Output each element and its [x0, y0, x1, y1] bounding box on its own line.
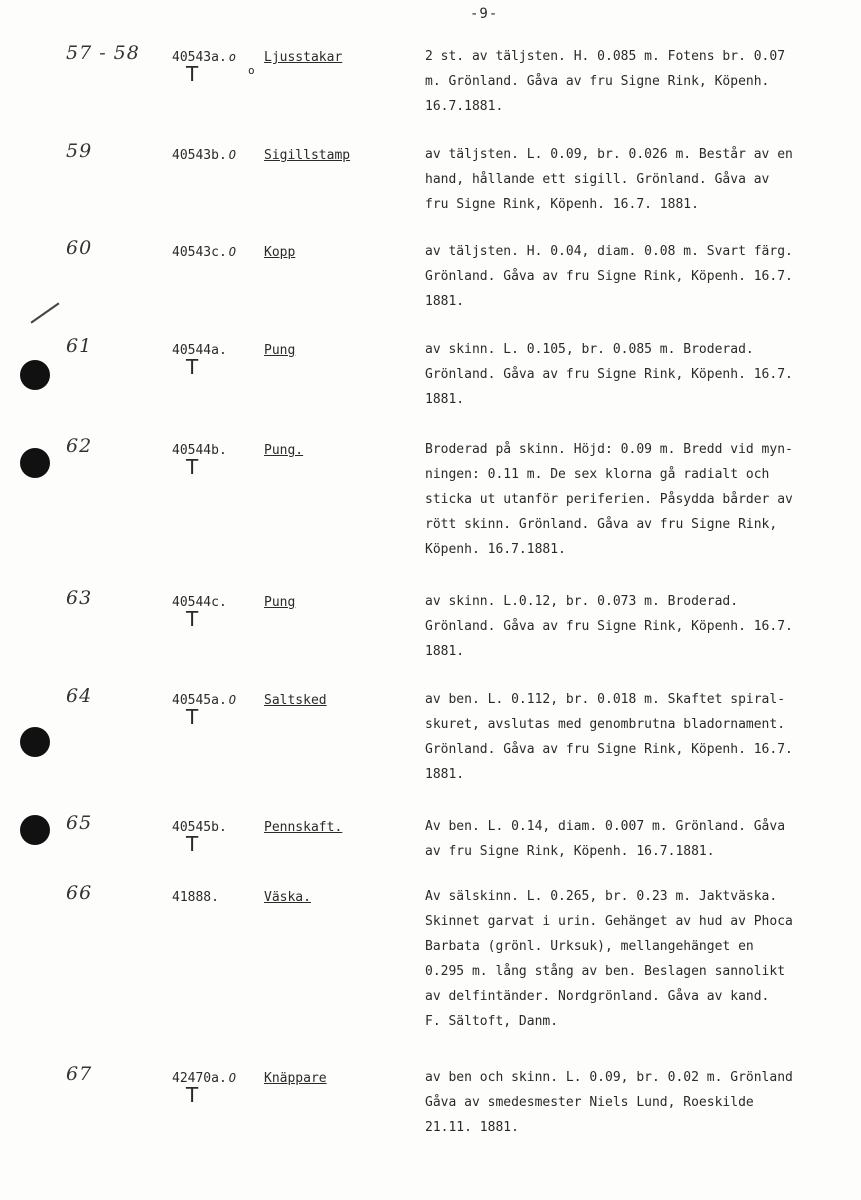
description-line: rött skinn. Grönland. Gåva av fru Signe Rink, — [425, 517, 778, 532]
description-line: Av ben. L. 0.14, diam. 0.007 m. Grönland. Gåva — [425, 819, 786, 834]
margin-mark: O — [228, 148, 237, 162]
handwritten-number: 67 — [66, 1063, 93, 1085]
description-line: 2 st. av täljsten. H. 0.085 m. Fotens br. 0.07 — [425, 49, 786, 64]
description — [425, 337, 835, 412]
description-line: F. Sältoft, Danm. — [425, 1014, 559, 1029]
t-mark: T — [186, 62, 199, 86]
description-line: av ben. L. 0.112, br. 0.018 m. Skaftet spiral- — [425, 692, 786, 707]
description-line: Av sälskinn. L. 0.265, br. 0.23 m. Jaktväska. — [425, 889, 778, 904]
accession-number: 42470a. O — [172, 1071, 237, 1086]
description-line: 1881. — [425, 392, 465, 407]
punch-hole — [20, 448, 50, 478]
description — [425, 687, 835, 787]
page-number: -9- — [470, 6, 499, 22]
description-line: av skinn. L.0.12, br. 0.073 m. Broderad. — [425, 594, 739, 609]
description-line: fru Signe Rink, Köpenh. 16.7. 1881. — [425, 197, 699, 212]
handwritten-number: 61 — [66, 335, 93, 357]
description-line: Skinnet garvat i urin. Gehänget av hud av Phoca — [425, 914, 793, 929]
margin-mark: o — [228, 50, 237, 64]
description-line: 1881. — [425, 294, 465, 309]
description — [425, 142, 835, 217]
accession-number: 40543a. o — [172, 50, 237, 65]
description-line: 1881. — [425, 644, 465, 659]
margin-mark: O — [228, 693, 237, 707]
description — [425, 44, 835, 119]
object-name: Saltsked — [264, 693, 327, 708]
accession-number: 40545b. — [172, 820, 227, 835]
handwritten-number: 62 — [66, 435, 93, 457]
handwritten-number: 64 — [66, 685, 93, 707]
margin-stroke — [31, 302, 60, 323]
description-line: av delfintänder. Nordgrönland. Gåva av kand. — [425, 989, 770, 1004]
punch-hole — [20, 727, 50, 757]
description — [425, 884, 835, 1034]
description-line: av ben och skinn. L. 0.09, br. 0.02 m. Grönland — [425, 1070, 793, 1085]
object-name: Pung — [264, 595, 296, 610]
description-line: Broderad på skinn. Höjd: 0.09 m. Bredd vid myn- — [425, 442, 793, 457]
t-mark: T — [186, 832, 199, 856]
punch-hole — [20, 815, 50, 845]
t-mark: T — [186, 355, 199, 379]
description-line: 0.295 m. lång stång av ben. Beslagen sannolikt — [425, 964, 786, 979]
description-line: Gåva av smedesmester Niels Lund, Roeskilde — [425, 1095, 754, 1110]
description-line: skuret, avslutas med genombrutna bladornament. — [425, 717, 786, 732]
description — [425, 814, 835, 864]
description-line: m. Grönland. Gåva av fru Signe Rink, Köpenh. — [425, 74, 770, 89]
description-line: Grönland. Gåva av fru Signe Rink, Köpenh. 16.7. — [425, 742, 793, 757]
description — [425, 1065, 835, 1140]
t-mark: T — [186, 455, 199, 479]
t-mark: T — [186, 607, 199, 631]
description-line: Köpenh. 16.7.1881. — [425, 542, 566, 557]
o-mark: o — [248, 64, 255, 77]
description-line: Barbata (grönl. Urksuk), mellangehänget en — [425, 939, 754, 954]
description-line: 21.11. 1881. — [425, 1120, 519, 1135]
accession-number: 40544a. — [172, 343, 227, 358]
description — [425, 589, 835, 664]
object-name: Ljusstakar — [264, 50, 343, 65]
object-name: Kopp — [264, 245, 296, 260]
accession-number: 40544b. — [172, 443, 227, 458]
object-name: Pung. — [264, 443, 304, 458]
object-name: Väska. — [264, 890, 311, 905]
handwritten-number: 63 — [66, 587, 93, 609]
accession-number: 40543b. O — [172, 148, 237, 163]
description-line: 1881. — [425, 767, 465, 782]
object-name: Sigillstamp — [264, 148, 351, 163]
description-line: Grönland. Gåva av fru Signe Rink, Köpenh. 16.7. — [425, 269, 793, 284]
accession-number: 40543c. O — [172, 245, 237, 260]
margin-mark: O — [228, 1071, 237, 1085]
t-mark: T — [186, 1083, 199, 1107]
accession-number: 40544c. — [172, 595, 227, 610]
description-line: 16.7.1881. — [425, 99, 504, 114]
description-line: ningen: 0.11 m. De sex klorna gå radialt och — [425, 467, 770, 482]
description — [425, 239, 835, 314]
description-line: hand, hållande ett sigill. Grönland. Gåva av — [425, 172, 770, 187]
handwritten-number: 66 — [66, 882, 93, 904]
description-line: av skinn. L. 0.105, br. 0.085 m. Broderad. — [425, 342, 754, 357]
description-line: Grönland. Gåva av fru Signe Rink, Köpenh. 16.7. — [425, 619, 793, 634]
description-line: av fru Signe Rink, Köpenh. 16.7.1881. — [425, 844, 715, 859]
handwritten-number: 65 — [66, 812, 93, 834]
accession-number: 40545a. O — [172, 693, 237, 708]
t-mark: T — [186, 705, 199, 729]
description-line: Grönland. Gåva av fru Signe Rink, Köpenh. 16.7. — [425, 367, 793, 382]
description-line: av täljsten. L. 0.09, br. 0.026 m. Består av en — [425, 147, 793, 162]
object-name: Pennskaft. — [264, 820, 343, 835]
object-name: Pung — [264, 343, 296, 358]
object-name: Knäppare — [264, 1071, 327, 1086]
description — [425, 437, 835, 562]
handwritten-number: 60 — [66, 237, 93, 259]
margin-mark: O — [228, 245, 237, 259]
description-line: av täljsten. H. 0.04, diam. 0.08 m. Svart färg. — [425, 244, 793, 259]
description-line: sticka ut utanför periferien. Påsydda bårder av — [425, 492, 793, 507]
handwritten-number: 57 - 58 — [66, 42, 140, 64]
handwritten-number: 59 — [66, 140, 93, 162]
punch-hole — [20, 360, 50, 390]
accession-number: 41888. — [172, 890, 219, 905]
